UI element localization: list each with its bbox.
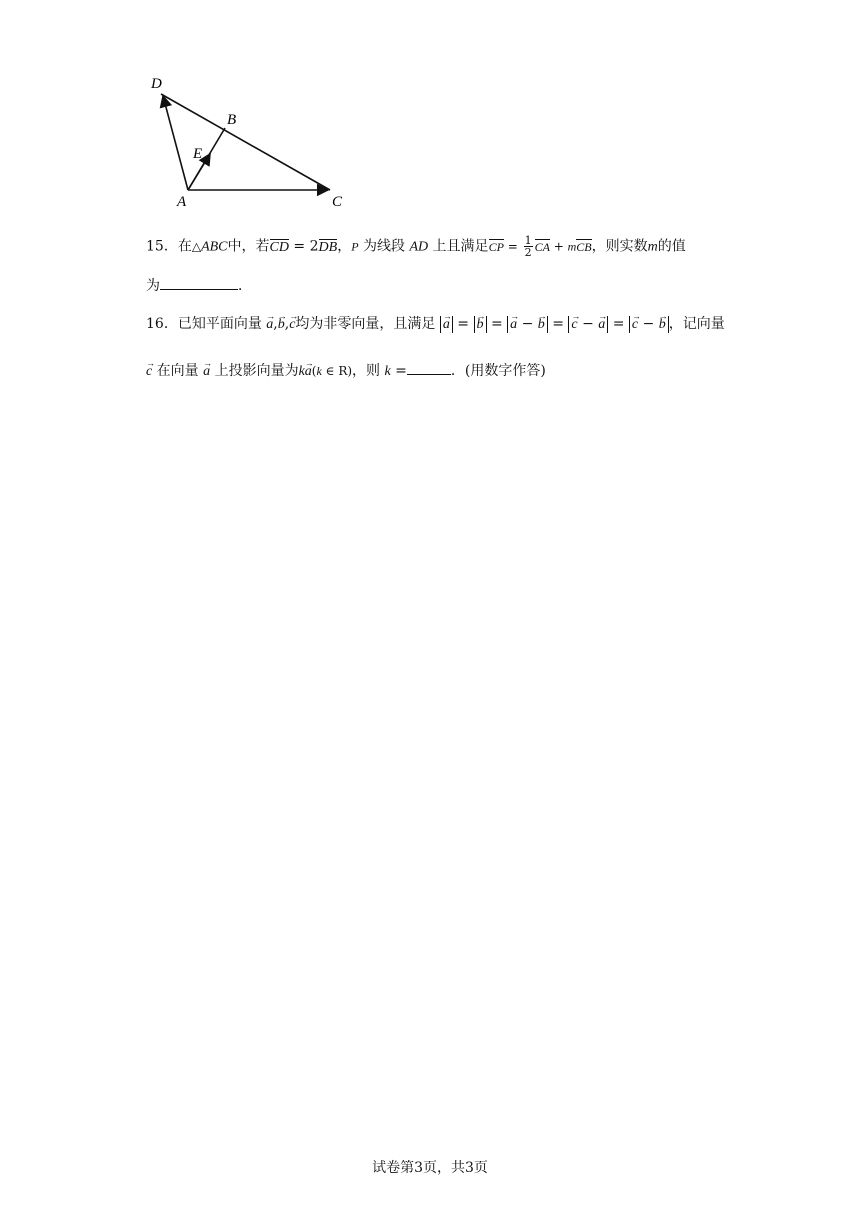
q16-text: 在向量 (152, 363, 204, 379)
q15-period: ． (238, 278, 252, 294)
segment-AD: AD (409, 239, 429, 255)
vector-a: → a (305, 362, 312, 382)
q15-text: 上且满足 (428, 238, 489, 255)
vector-b: → b (538, 317, 545, 333)
question-15-line1 (146, 235, 686, 258)
q16-number: 16． (146, 316, 178, 332)
q15-number: 15． (146, 238, 178, 255)
paren-open: ( (311, 364, 317, 378)
paren-close: ) (347, 364, 353, 378)
vector-c: → c (571, 317, 577, 333)
set-membership: ∈ R (321, 364, 348, 378)
variable-k: k (384, 364, 391, 379)
question-16-line2 (146, 360, 546, 382)
vector-CP: CP (488, 239, 504, 254)
vector-b: → b (477, 317, 484, 333)
vector-a: → a (510, 317, 517, 333)
abs-c-minus-b (629, 316, 669, 333)
q15-text: 为 (146, 278, 160, 294)
comma: , (273, 316, 278, 332)
comma: , (284, 316, 290, 332)
q15-text: 在 (177, 238, 192, 255)
q16-text: 已知平面向量 (177, 316, 267, 332)
vector-AD (163, 96, 188, 190)
equals: = (547, 316, 569, 332)
label-E: E (193, 146, 203, 162)
question-15-line2 (146, 275, 252, 296)
point-P: P (351, 239, 359, 254)
q16-text: ，则 (352, 363, 385, 379)
vector-b: → b (659, 317, 666, 333)
fraction-numerator: 1 (524, 234, 532, 247)
q16-text: = (390, 363, 407, 379)
q15-text: ，则实数 (591, 238, 648, 255)
plus-sign: + (549, 239, 568, 254)
answer-blank-15[interactable] (160, 275, 238, 290)
q16-text: 均为非零向量，且满足 (295, 316, 440, 332)
abs-c-minus-a (568, 316, 608, 333)
segment-DC (161, 94, 330, 190)
label-A: A (177, 194, 187, 210)
vector-c: → c (146, 362, 152, 382)
q15-text: ， (337, 238, 352, 255)
fraction-one-half (524, 235, 533, 258)
vector-a: → a (443, 317, 450, 333)
q16-text: ．(用数字作答) (450, 363, 546, 379)
coefficient-m: m (567, 239, 577, 254)
page-footer: 试卷第3页，共3页 (372, 1160, 488, 1176)
vector-CD: CD (269, 239, 289, 255)
question-16-line1 (146, 314, 725, 335)
label-B: B (227, 112, 237, 128)
minus: − (577, 316, 599, 332)
vector-DB: DB (318, 239, 338, 255)
equals: = (608, 316, 629, 332)
label-C: C (332, 194, 343, 210)
abs-a-minus-b (507, 316, 548, 333)
vector-c: → c (289, 315, 295, 335)
q16-text: 上投影向量为 (210, 363, 299, 379)
abs-a (440, 316, 453, 333)
equals: = (452, 316, 474, 332)
vector-a: → a (203, 362, 210, 382)
equals: = (486, 316, 508, 332)
abs-b (474, 316, 487, 333)
variable-k: k (298, 364, 305, 379)
q15-equation: = 2 (288, 238, 319, 255)
label-D: D (151, 76, 162, 92)
vector-c: → c (632, 317, 638, 333)
triangle-name: ABC (201, 239, 228, 255)
triangle-figure (140, 66, 360, 216)
fraction-denominator: 2 (524, 246, 532, 259)
q15-equation: = (503, 239, 522, 254)
q16-text: ，记向量 (668, 316, 725, 332)
triangle-diagram (140, 66, 360, 216)
q15-text: 中，若 (227, 238, 270, 255)
vector-b: → b (278, 315, 285, 335)
q15-text: 为线段 (358, 238, 410, 255)
minus: − (517, 316, 538, 332)
vector-a: → a (598, 317, 605, 333)
minus: − (638, 316, 659, 332)
vector-a: → a (266, 315, 273, 335)
vector-CB: CB (576, 239, 592, 254)
q15-text: 的值 (657, 238, 686, 255)
variable-m: m (647, 239, 658, 255)
vector-CA: CA (534, 239, 550, 254)
answer-blank-16[interactable] (407, 360, 451, 375)
triangle-symbol: △ (191, 239, 202, 254)
variable-k: k (316, 364, 322, 378)
